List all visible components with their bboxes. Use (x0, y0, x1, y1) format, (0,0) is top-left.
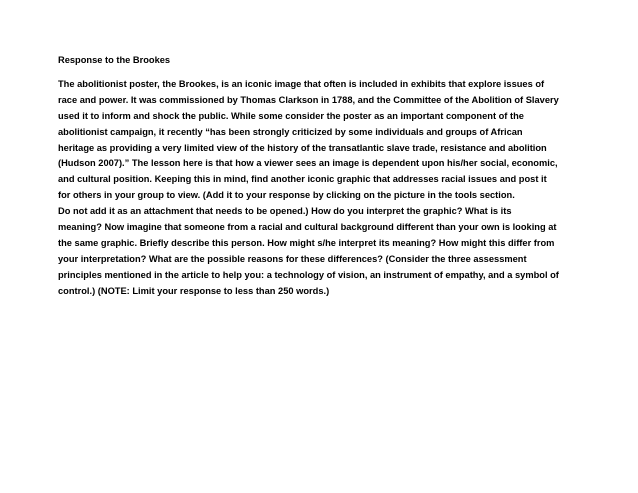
body-line: abolitionist campaign, it recently “has been strongly criticized by some individuals and groups of African (58, 126, 523, 137)
body-line: the same graphic. Briefly describe this person. How might s/he interpret its meaning? How might this differ from (58, 237, 555, 248)
body-line: control.) (NOTE: Limit your response to less than 250 words.) (58, 285, 330, 296)
body-line: (Hudson 2007).” The lesson here is that how a viewer sees an image is dependent upon his/her social, economic, (58, 158, 558, 169)
document-title: Response to the Brookes (58, 55, 171, 65)
body-line: and cultural position. Keeping this in mind, find another iconic graphic that addresses racial issues and post it (58, 174, 547, 185)
body-line: principles mentioned in the article to help you: a technology of vision, an instrument of empathy, and a symbol of (58, 269, 559, 280)
body-line: meaning? Now imagine that someone from a racial and cultural background different than your own is looking at (58, 222, 557, 233)
body-line: The abolitionist poster, the Brookes, is an iconic image that often is included in exhibits that explore issues of (58, 79, 545, 89)
document-page (58, 52, 588, 299)
body-line: race and power. It was commissioned by Thomas Clarkson in 1788, and the Committee of the Abolition of Slavery (58, 94, 559, 105)
body-line: Do not add it as an attachment that needs to be opened.) How do you interpret the graphic? What is its (58, 206, 512, 217)
body-line: your interpretation? What are the possible reasons for these differences? (Consider the three assessment (58, 253, 527, 264)
body-line: used it to inform and shock the public. While some consider the poster as an important component of the (58, 110, 524, 121)
body-line: for others in your group to view. (Add it to your response by clicking on the picture in the tools section. (58, 190, 515, 201)
body-line: heritage as providing a very limited view of the history of the transatlantic slave trade, resistance and abolition (58, 142, 547, 153)
document-body (58, 77, 588, 299)
